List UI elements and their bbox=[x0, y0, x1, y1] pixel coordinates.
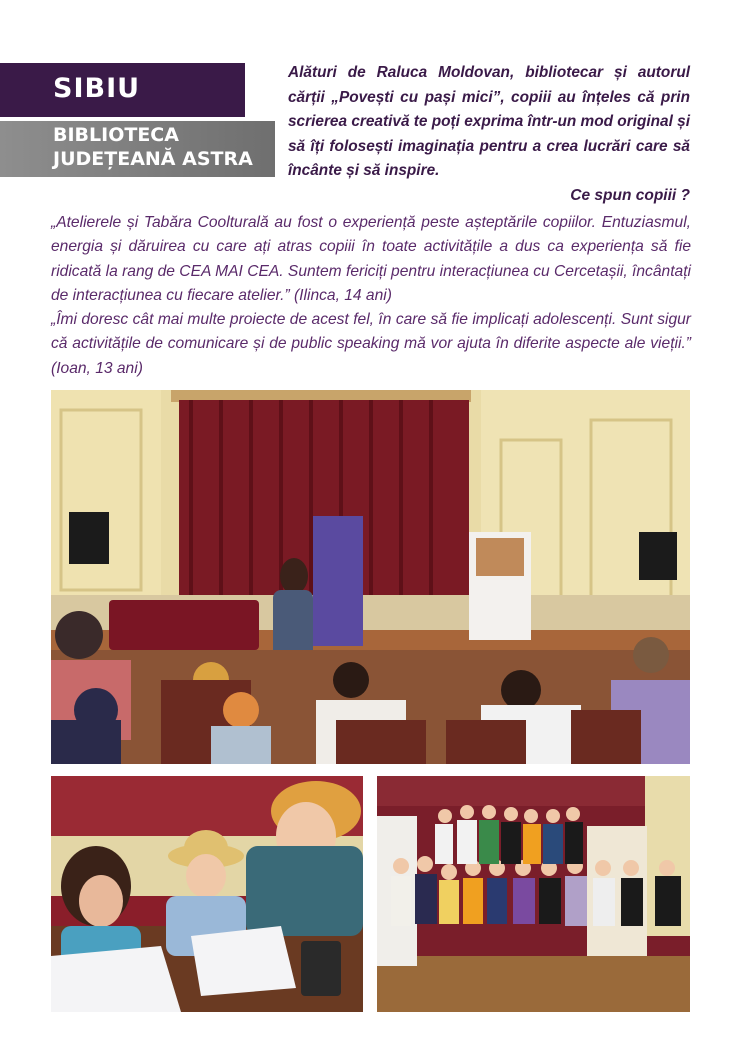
intro-paragraph: Alături de Raluca Moldovan, bibliotecar și autorul cărții „Povești cu pași mici”, copiii au înțeles că prin scrierea creativă te poți exprima într-un mod original și să îți folosești imaginația pentru a crea lucrări care să încânte și să inspire. bbox=[288, 64, 690, 179]
quote-ioan: „Îmi doresc cât mai multe proiecte de acest fel, în care să fie implicați adolescenți. Sunt sigur că activitățile de comunicare și de public speaking mă vor ajuta în diferite aspecte ale vieții.” (Ioan, 13 ani) bbox=[51, 311, 691, 377]
photo-children-writing bbox=[51, 776, 363, 1012]
library-title: BIBLIOTECA JUDEȚEANĂ ASTRA bbox=[53, 124, 253, 170]
photo-group bbox=[377, 776, 690, 1012]
photo-workshop-hall bbox=[51, 390, 690, 764]
quote-ilinca: „Atelierele și Tabăra Coolturală au fost o experiență peste așteptările copiilor. Entuziasmul, energia și dăruirea cu care ați atras copiii în toate activitățile a dus ca experiența să fie ridicată la rang de CEA MAI CEA. Suntem fericiți pentru interacțiunea cu Cercetașii, încântați de interacțiunea cu fiecare atelier.” (Ilinca, 14 ani) bbox=[51, 214, 691, 304]
city-title: SIBIU bbox=[53, 73, 141, 104]
section-question: Ce spun copiii ? bbox=[570, 187, 690, 204]
quotes-block bbox=[51, 211, 691, 381]
